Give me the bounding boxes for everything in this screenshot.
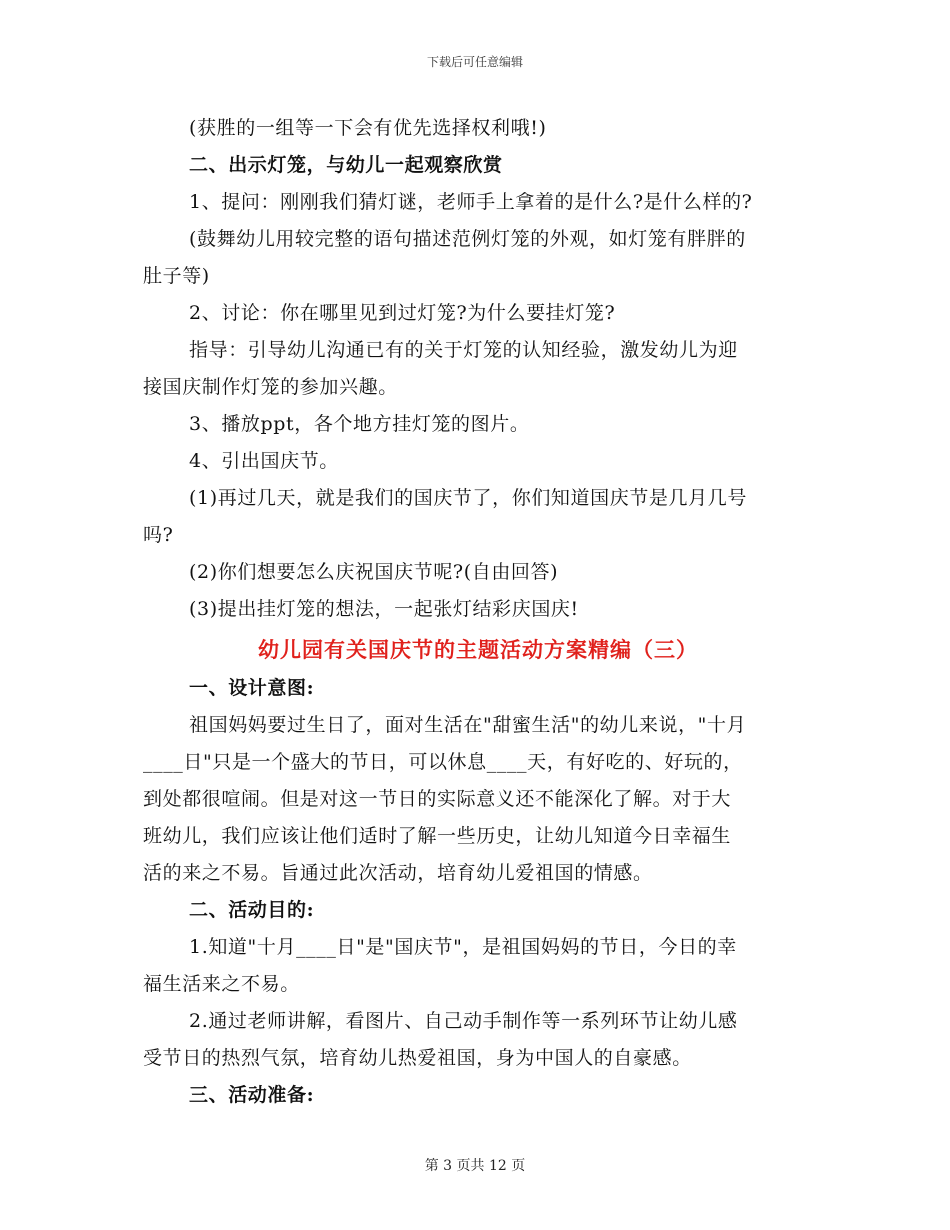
text-line: 受节日的热烈气氛，培育幼儿热爱祖国，身为中国人的自豪感。 bbox=[143, 1047, 692, 1069]
text-line: (2)你们想要怎么庆祝国庆节呢?(自由回答) bbox=[189, 561, 559, 583]
text-line: 活的来之不易。旨通过此次活动，培育幼儿爱祖国的情感。 bbox=[143, 862, 653, 884]
section-title: 幼儿园有关国庆节的主题活动方案精编（三） bbox=[258, 637, 698, 662]
page-footer: 第 3 页共 12 页 bbox=[424, 1158, 526, 1174]
text-line: 3、播放ppt，各个地方挂灯笼的图片。 bbox=[189, 413, 530, 435]
text-line: 2.通过老师讲解，看图片、自己动手制作等一系列环节让幼儿感 bbox=[189, 1010, 738, 1032]
text-line: 福生活来之不易。 bbox=[143, 973, 300, 995]
text-line: 1.知道"十月____日"是"国庆节"，是祖国妈妈的节日，今日的幸 bbox=[189, 936, 737, 958]
page-header: 下载后可任意编辑 bbox=[426, 55, 523, 69]
paragraph-block-top bbox=[143, 110, 813, 628]
text-line: 班幼儿，我们应该让他们适时了解一些历史，让幼儿知道今日幸福生 bbox=[143, 825, 732, 847]
text-line: 到处都很喧闹。但是对这一节日的实际意义还不能深化了解。对于大 bbox=[143, 788, 732, 810]
text-line: (获胜的一组等一下会有优先选择权利哦!) bbox=[189, 117, 547, 139]
document-body bbox=[143, 110, 813, 1114]
section-heading: 一、设计意图: bbox=[189, 677, 315, 699]
text-line: 指导：引导幼儿沟通已有的关于灯笼的认知经验，激发幼儿为迎 bbox=[189, 339, 738, 361]
text-line: 2、讨论：你在哪里见到过灯笼?为什么要挂灯笼? bbox=[189, 302, 616, 324]
text-line: (3)提出挂灯笼的想法，一起张灯结彩庆国庆! bbox=[189, 598, 579, 620]
text-line: 接国庆制作灯笼的参加兴趣。 bbox=[143, 376, 398, 398]
section-heading: 二、出示灯笼，与幼儿一起观察欣赏 bbox=[189, 154, 503, 176]
text-line: (鼓舞幼儿用较完整的语句描述范例灯笼的外观，如灯笼有胖胖的 bbox=[189, 228, 746, 250]
section-heading: 二、活动目的: bbox=[189, 899, 315, 921]
text-line: 吗? bbox=[143, 524, 174, 546]
text-line: 1、提问：刚刚我们猜灯谜，老师手上拿着的是什么?是什么样的? bbox=[189, 191, 753, 213]
section-heading: 三、活动准备: bbox=[189, 1084, 315, 1106]
text-line: ____日"只是一个盛大的节日，可以休息____天，有好吃的、好玩的， bbox=[143, 751, 743, 773]
text-line: 肚子等) bbox=[143, 265, 210, 287]
text-line: 4、引出国庆节。 bbox=[189, 450, 339, 472]
text-line: 祖国妈妈要过生日了，面对生活在"甜蜜生活"的幼儿来说，"十月 bbox=[189, 714, 747, 736]
paragraph-block-bottom bbox=[143, 670, 813, 1114]
text-line: (1)再过几天，就是我们的国庆节了，你们知道国庆节是几月几号 bbox=[189, 487, 747, 509]
